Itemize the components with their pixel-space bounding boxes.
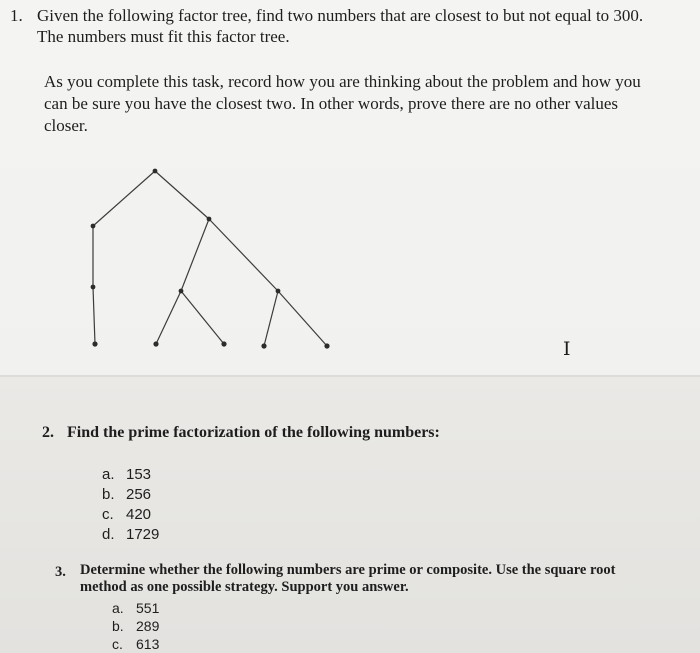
tree-leaf-5 — [324, 343, 329, 348]
edge-left-down-2 — [93, 287, 95, 344]
question-3-line-1: Determine whether the following numbers are prime or composite. Use the square root — [80, 562, 616, 578]
item-letter: b. — [102, 486, 115, 503]
question-1-line-2: The numbers must fit this factor tree. — [37, 27, 290, 46]
tree-leaf-2 — [153, 341, 158, 346]
item-letter: c. — [112, 636, 123, 652]
tree-leaf-4 — [261, 343, 266, 348]
text-cursor-icon: I — [563, 338, 571, 360]
tree-node-mid — [207, 217, 212, 222]
edge-mid-right — [209, 219, 278, 291]
question-2-text: Find the prime factorization of the following numbers: — [67, 424, 440, 441]
factor-tree-edges — [93, 171, 327, 346]
question-3-item-c — [112, 636, 159, 652]
edge-sub2-left — [264, 291, 278, 346]
edge-mid-left — [181, 219, 209, 291]
item-value: 420 — [126, 506, 152, 523]
item-letter: a. — [102, 466, 115, 483]
tree-node-sub2 — [276, 289, 281, 294]
item-value: 256 — [126, 486, 152, 503]
item-value: 551 — [136, 600, 160, 616]
question-2-item-a — [102, 466, 151, 483]
item-value: 613 — [136, 636, 160, 652]
item-letter: d. — [102, 526, 115, 543]
item-letter: c. — [102, 506, 114, 523]
tree-leaf-3 — [221, 341, 226, 346]
question-2-item-d — [102, 526, 159, 543]
tree-node-root — [153, 169, 158, 174]
instructions-line-1: As you complete this task, record how you are thinking about the problem and how you — [44, 72, 641, 91]
instructions-line-3: closer. — [44, 116, 88, 135]
tree-leaf-1 — [92, 341, 97, 346]
tree-node-left-mid — [91, 285, 96, 290]
edge-root-left — [93, 171, 155, 226]
edge-sub1-left — [156, 291, 181, 344]
edge-root-right — [155, 171, 209, 219]
edge-sub1-right — [181, 291, 224, 344]
question-3-item-a — [112, 600, 159, 616]
question-3-number: 3. — [55, 564, 66, 580]
question-3-line-2: method as one possible strategy. Support you answer. — [80, 579, 409, 595]
tree-node-left — [91, 224, 96, 229]
edge-sub2-right — [278, 291, 327, 346]
tree-node-sub1 — [179, 289, 184, 294]
item-value: 153 — [126, 466, 152, 483]
question-2-item-b — [102, 486, 151, 503]
question-2-number: 2. — [42, 424, 54, 441]
item-letter: a. — [112, 600, 124, 616]
instructions-line-2: can be sure you have the closest two. In other words, prove there are no other values — [44, 94, 619, 113]
question-1-number: 1. — [10, 6, 23, 25]
question-2-item-c — [102, 506, 151, 523]
question-3-item-b — [112, 618, 159, 634]
question-1-line-1: Given the following factor tree, find two numbers that are closest to but not equal to 300. — [37, 6, 644, 25]
item-value: 289 — [136, 618, 160, 634]
item-value: 1729 — [126, 526, 160, 543]
item-letter: b. — [112, 618, 124, 634]
